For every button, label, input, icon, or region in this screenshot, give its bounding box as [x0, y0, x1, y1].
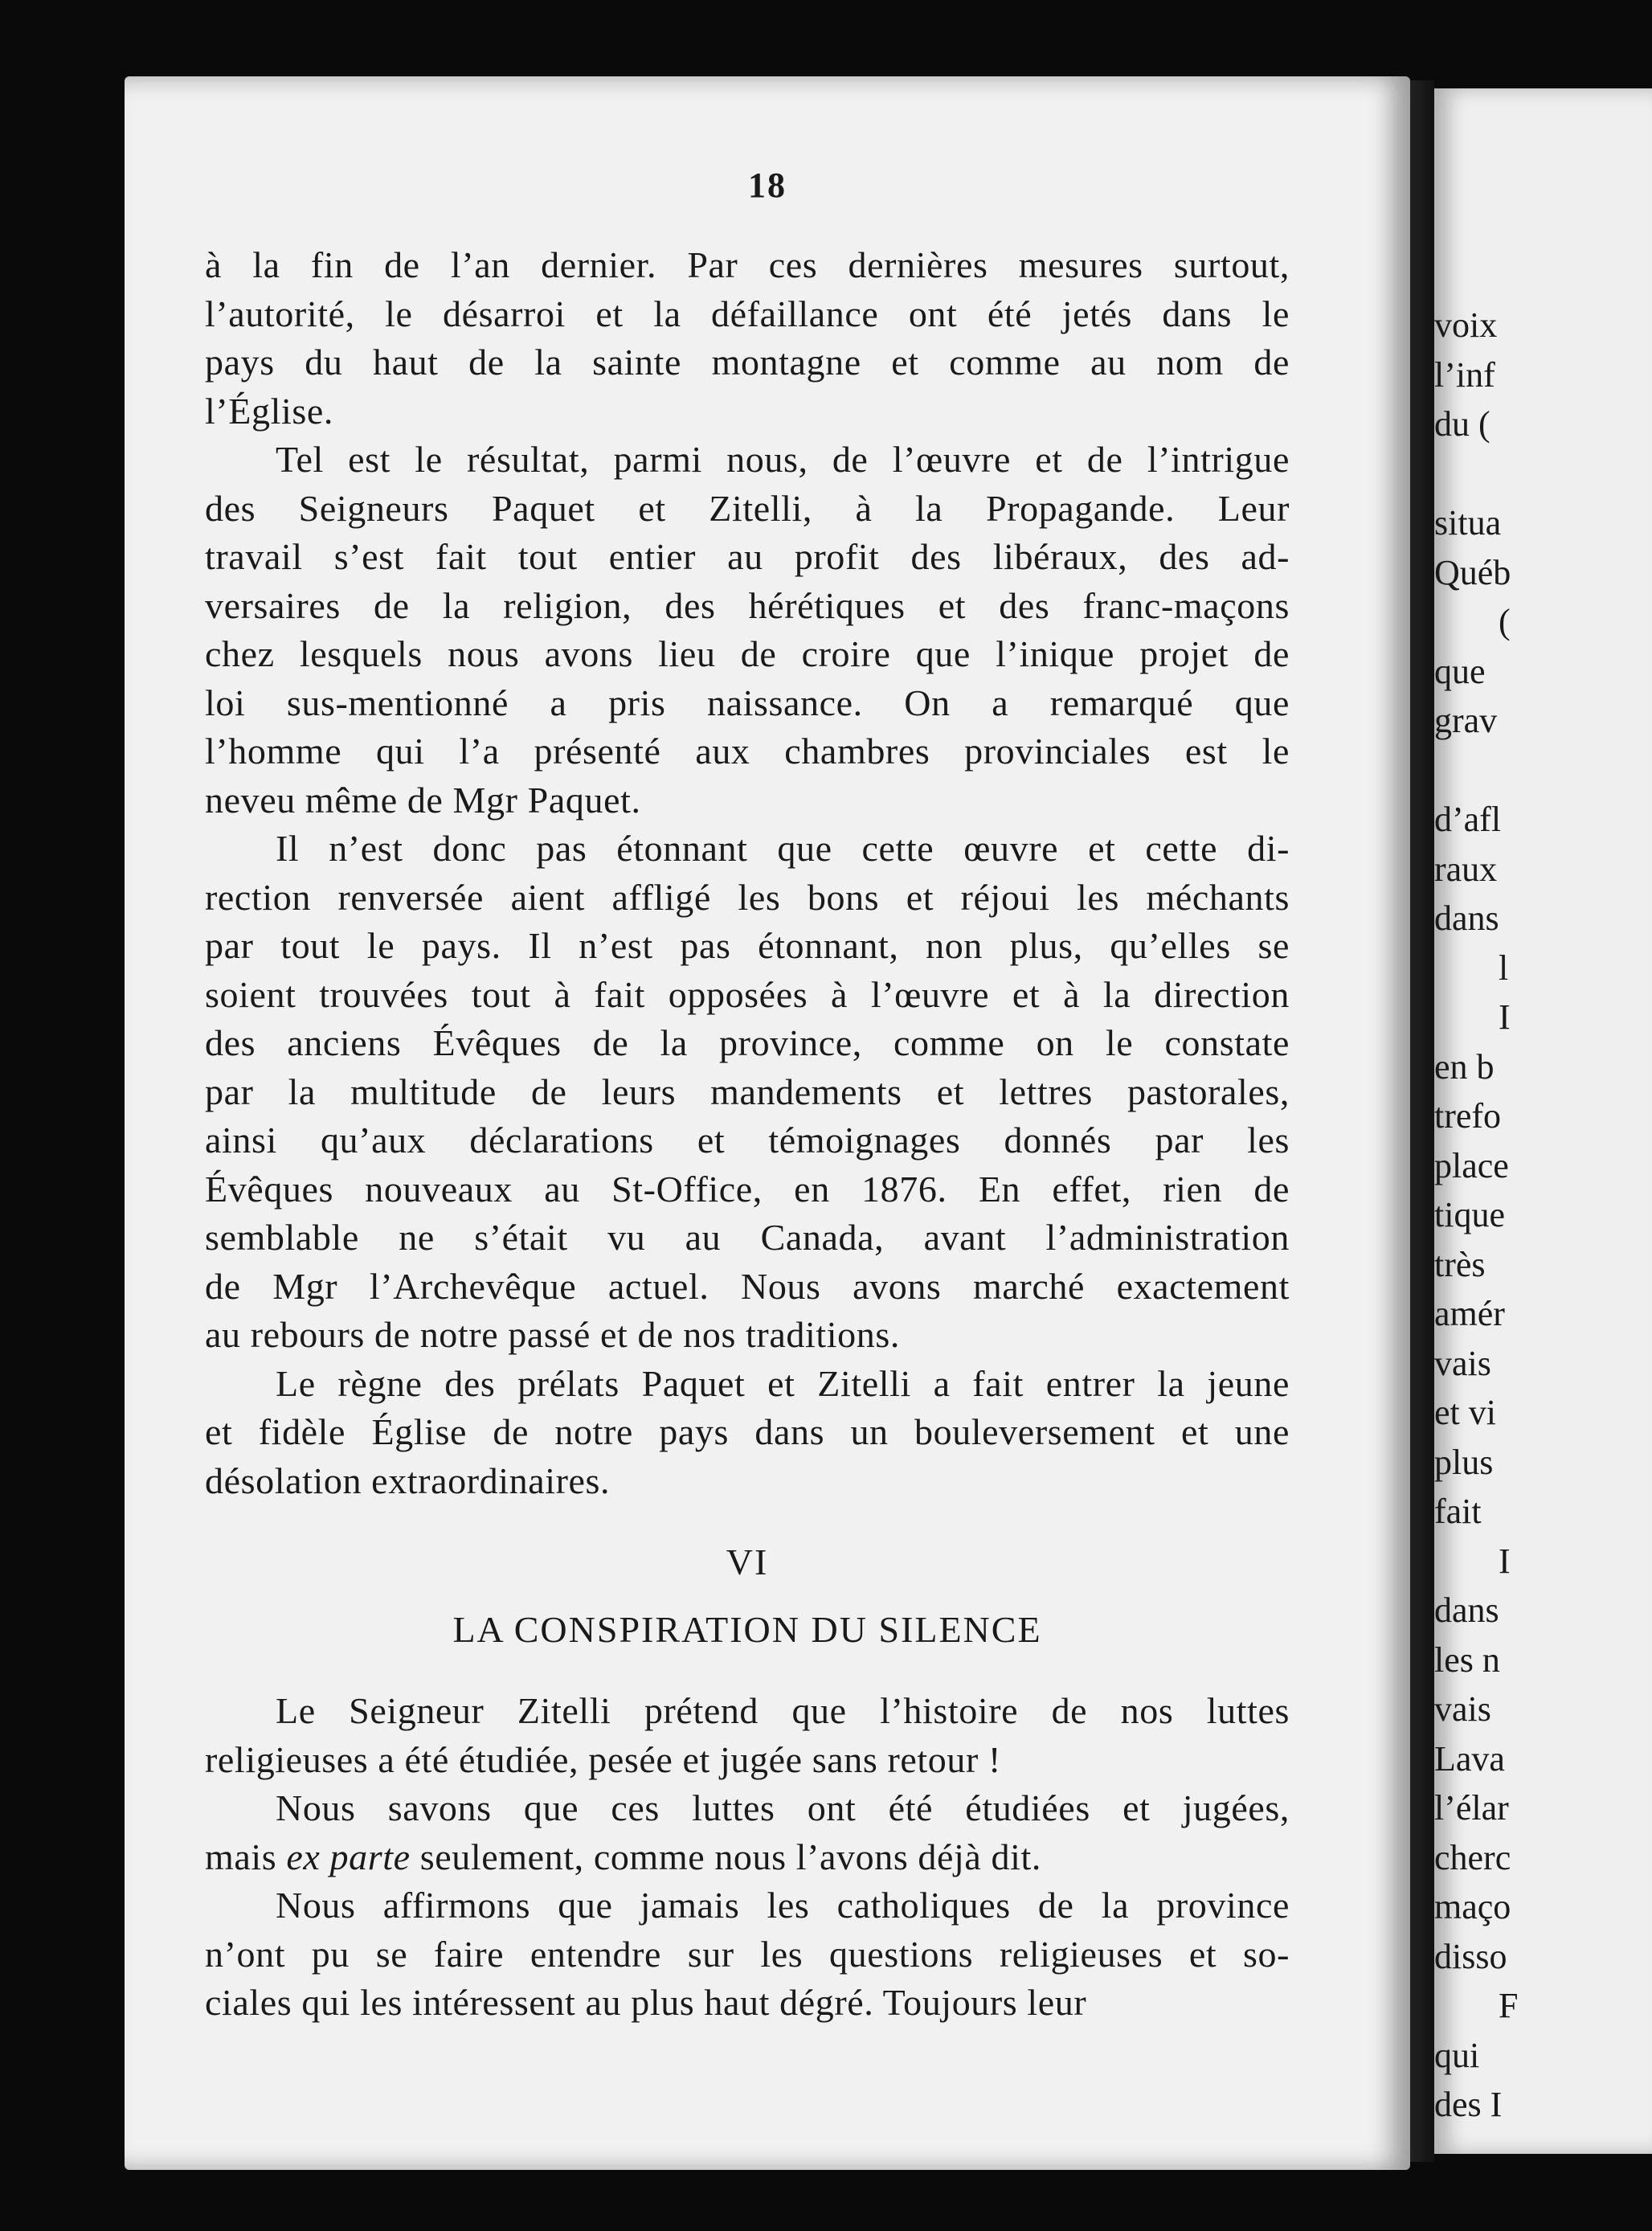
text-line: Le Seigneur Zitelli prétend que l’histoire de nos luttes	[276, 1690, 1290, 1731]
text-line: n’ont pu se faire entendre sur les questions religieuses et so-	[205, 1933, 1290, 1975]
right-page-fragment: l’élar	[1434, 1788, 1509, 1828]
right-page-fragment: amér	[1434, 1294, 1505, 1333]
paragraph	[205, 241, 1290, 436]
right-page-fragment: I	[1499, 1541, 1511, 1581]
right-page-fragment: et vi	[1434, 1393, 1496, 1432]
right-page-fragment: des I	[1434, 2085, 1503, 2124]
text-line: par tout le pays. Il n’est pas étonnant, non plus, qu’elles se	[205, 925, 1290, 966]
text-line: semblable ne s’était vu au Canada, avant l’administration	[205, 1217, 1290, 1258]
right-page-fragment: maço	[1434, 1887, 1511, 1926]
right-page-fragment: Lava	[1434, 1738, 1505, 1779]
text-line: soient trouvées tout à fait opposées à l’œuvre et à la direction	[205, 973, 1290, 1015]
text-line: loi sus-mentionné a pris naissance. On a remarqué que	[205, 682, 1290, 723]
paragraph	[205, 436, 1290, 825]
text-line: Nous savons que ces luttes ont été étudiées et jugées,	[276, 1787, 1290, 1828]
right-page-fragment: les n	[1434, 1639, 1500, 1680]
right-page-fragment: que	[1434, 651, 1486, 691]
text-line: et fidèle Église de notre pays dans un bouleversement et une	[205, 1411, 1290, 1452]
text-line: au rebours de notre passé et de nos traditions.	[205, 1314, 900, 1355]
text-line: Tel est le résultat, parmi nous, de l’œuvre et de l’intrigue	[276, 439, 1290, 480]
right-page-fragment: l	[1499, 948, 1509, 988]
right-page-fragment: grav	[1434, 701, 1498, 740]
text-line: chez lesquels nous avons lieu de croire que l’inique projet de	[205, 633, 1290, 674]
text-line: travail s’est fait tout entier au profit des libéraux, des ad-	[205, 536, 1290, 577]
body-text	[205, 241, 1290, 2028]
text-line: mais ex parte seulement, comme nous l’avons déjà dit.	[205, 1836, 1042, 1877]
text-line: pays du haut de la sainte montagne et comme au nom de	[205, 342, 1290, 383]
text-line: Il n’est donc pas étonnant que cette œuvre et cette di-	[276, 828, 1290, 869]
right-page-fragment: qui	[1434, 2035, 1480, 2075]
text-line: l’Église.	[205, 390, 333, 432]
text-line: neveu même de Mgr Paquet.	[205, 779, 641, 821]
right-page-fragment: en b	[1434, 1046, 1495, 1087]
right-page-fragment: vais	[1434, 1343, 1491, 1383]
text-line: Nous affirmons que jamais les catholiques de la province	[276, 1885, 1290, 1926]
paragraph	[205, 825, 1290, 1360]
section-title: LA CONSPIRATION DU SILENCE	[452, 1609, 1042, 1650]
right-page-fragment: l’inf	[1434, 354, 1495, 395]
text-line: versaires de la religion, des hérétiques et des franc-maçons	[205, 584, 1290, 626]
text-line: l’autorité, le désarroi et la défaillance ont été jetés dans le	[205, 293, 1290, 334]
text-line: Évêques nouveaux au St-Office, en 1876. En effet, rien de	[205, 1168, 1290, 1210]
text-line: à la fin de l’an dernier. Par ces dernières mesures surtout,	[205, 244, 1290, 285]
text-line: l’homme qui l’a présenté aux chambres provinciales est le	[205, 731, 1290, 772]
right-page-fragment: du (	[1434, 404, 1490, 444]
text-line: de Mgr l’Archevêque actuel. Nous avons marché exactement	[205, 1265, 1290, 1307]
book-page-left	[125, 76, 1410, 2170]
right-page-fragment: cherc	[1434, 1837, 1511, 1877]
right-page-fragment: voix	[1434, 305, 1498, 345]
paragraph	[205, 1360, 1290, 1506]
right-page-fragment: place	[1434, 1145, 1509, 1185]
text-line: des anciens Évêques de la province, comme on le constate	[205, 1022, 1290, 1063]
paragraph	[205, 1881, 1290, 2028]
right-page-fragment: (	[1499, 602, 1511, 641]
page-number: 18	[748, 166, 787, 205]
right-page-fragment: trefo	[1434, 1096, 1502, 1136]
text-line: rection renversée aient affligé les bons et réjoui les méchants	[205, 876, 1290, 918]
paragraph	[205, 1784, 1290, 1881]
section-numeral: VI	[726, 1541, 769, 1582]
right-page-fragment: d’afl	[1434, 800, 1502, 839]
right-page-fragment: disso	[1434, 1936, 1507, 1976]
right-page-fragment: tique	[1434, 1195, 1505, 1234]
right-page-fragment: raux	[1434, 849, 1498, 889]
right-page-fragment: plus	[1434, 1442, 1494, 1482]
right-page-fragment: Québ	[1434, 552, 1511, 592]
paragraph	[205, 1687, 1290, 1784]
right-page-fragment: dans	[1434, 1590, 1499, 1630]
text-line: ciales qui les intéressent au plus haut dégré. Toujours leur	[205, 1982, 1087, 2023]
text-line: religieuses a été étudiée, pesée et jugée sans retour !	[205, 1738, 1001, 1780]
right-page-fragment: F	[1499, 1986, 1519, 2025]
text-line: Le règne des prélats Paquet et Zitelli a fait entrer la jeune	[276, 1362, 1290, 1404]
text-line: désolation extraordinaires.	[205, 1459, 611, 1501]
right-page-fragment: vais	[1434, 1689, 1491, 1729]
right-page-fragment: situa	[1434, 503, 1502, 542]
right-page-fragment: très	[1434, 1244, 1486, 1284]
book-gutter	[1410, 80, 1434, 2162]
right-page-fragment: I	[1499, 997, 1511, 1037]
text-line: par la multitude de leurs mandements et lettres pastorales,	[205, 1070, 1290, 1112]
text-line: des Seigneurs Paquet et Zitelli, à la Propagande. Leur	[205, 487, 1290, 529]
book-page-right	[1434, 88, 1652, 2154]
right-page-fragment: fait	[1434, 1492, 1482, 1531]
right-page-fragment: dans	[1434, 899, 1499, 938]
text-line: ainsi qu’aux déclarations et témoignages donnés par les	[205, 1120, 1290, 1161]
